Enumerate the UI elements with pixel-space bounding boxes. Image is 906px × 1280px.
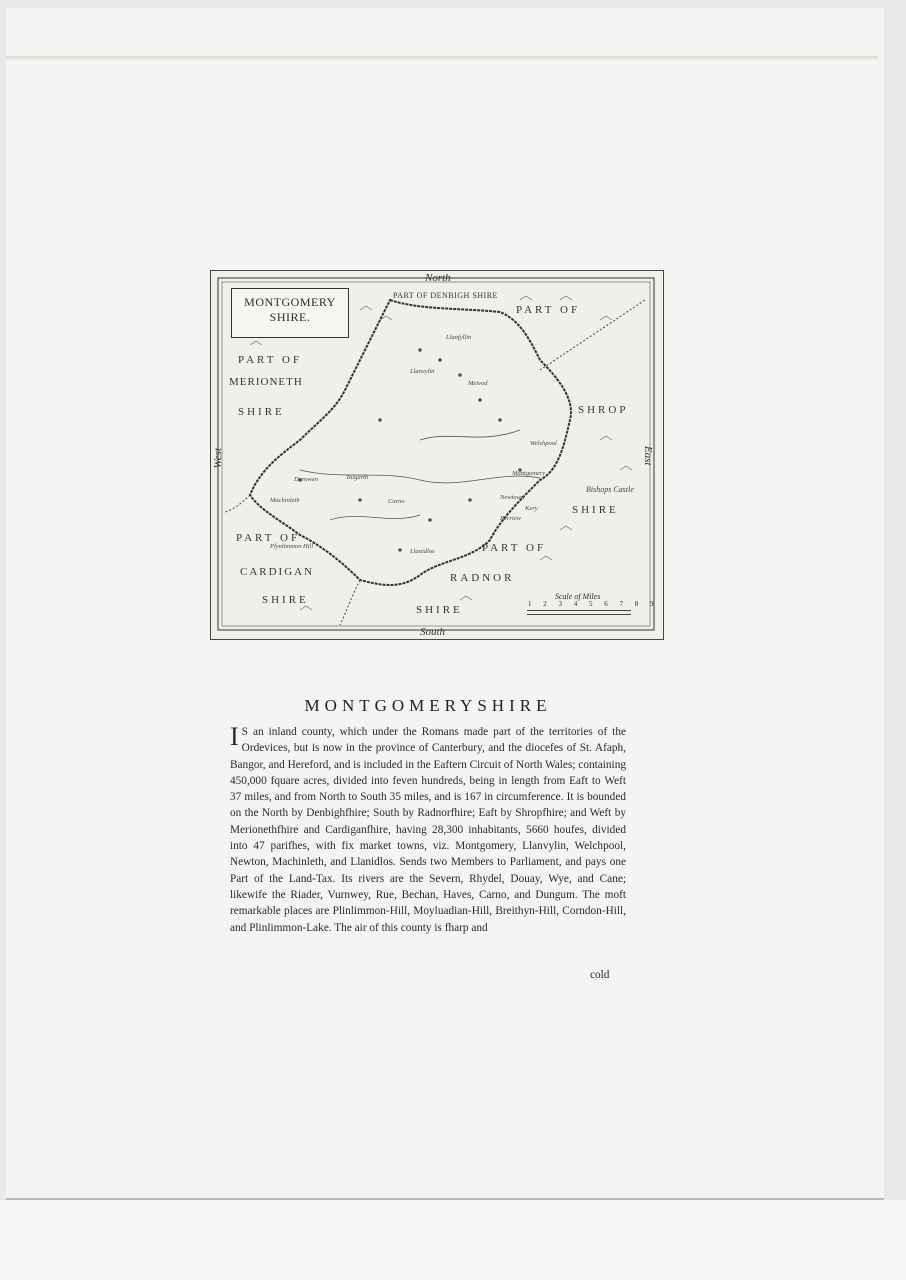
north-label: North [425,272,451,284]
town-label: Meivod [468,380,488,387]
region-radnor-part: PART OF [482,542,547,554]
label-plinlimmon: Plynlimmon Hill [270,543,314,550]
drop-cap: I [230,722,239,751]
scale-of-miles-label: Scale of Miles [555,592,601,601]
cartouche-line-1: MONTGOMERY [244,295,336,309]
region-merioneth-part: PART OF [238,354,303,366]
body-paragraph [230,724,626,936]
town-label: Machinleth [270,497,300,504]
south-label: South [420,626,446,638]
region-denbigh: PART OF DENBIGH SHIRE [393,291,498,300]
page-heading: MONTGOMERYSHIRE [304,696,552,715]
town-label: Carno [388,498,405,505]
region-merioneth: MERIONETH [229,376,303,388]
town-label: Darowen [294,476,318,483]
town-label: Kery [525,505,538,512]
catchword: cold [590,969,610,981]
region-radnor-shire: SHIRE [416,604,463,616]
town-label: Llanvylin [410,368,435,375]
label-bishops-castle: Bishops Castle [586,485,634,494]
scale-bar [527,610,631,615]
region-cardigan-part: PART OF [236,532,301,544]
region-cardigan: CARDIGAN [240,566,315,578]
west-label: West [212,448,224,469]
region-merioneth-shire: SHIRE [238,406,285,418]
region-radnor: RADNOR [450,572,515,584]
map-title-cartouche [231,288,349,338]
east-label: East [642,446,654,466]
town-label: Welshpool [530,440,557,447]
town-label: Llanfyllin [446,334,472,341]
town-label: Llanidlos [410,548,435,555]
body-text-content: S an inland county, which under the Romans made part of the territories of the Ordevices, but is now in the province of Canterbury, and the diocefes of St. Afaph, Bangor, and Hereford, and is included in the Eaftern Circuit of North Wales; containing 450,000 fquare acres, divided into feven hundreds, being in length from Eaft to Weft 37 miles, and from North to South 35 miles, and is 167 in circumference. It is bounded on the North by Denbighfhire; South by Radnorfhire; Eaft by Shropfhire; and Weft by Merionethfhire and Cardiganfhire, having 28,300 inhabitants, 5660 houfes, divided into 47 parifhes, with fix market towns, viz. Montgomery, Llanvylin, Welchpool, Newton, Machinleth, and Llanidlos. Sends two Members to Parliament, and pays one Part of the Land-Tax. Its rivers are the Severn, Rhydel, Douay, Wye, and Cane; likewife the Riader, Vurnwey, Rue, Bechan, Haves, Carno, and Dungum. The moft remarkable places are Plinlimmon-Hill, Moyluadian-Hill, Breithyn-Hill, Corndon-Hill, and Plinlimmon-Lake. The air of this county is fharp and [230,726,626,934]
region-part-of-ne: PART OF [516,304,581,316]
cartouche-line-2: SHIRE. [269,310,311,324]
town-label: Newtown [500,494,525,501]
town-label: Talgarth [346,474,369,481]
region-shrop: SHROP [578,404,629,416]
region-shire-east: SHIRE [572,504,619,516]
region-cardigan-shire: SHIRE [262,594,309,606]
scale-numbers: 1 2 3 4 5 6 7 8 9 [528,600,659,608]
town-label: Montgomery [512,470,546,477]
town-label: Berriew [500,515,521,522]
